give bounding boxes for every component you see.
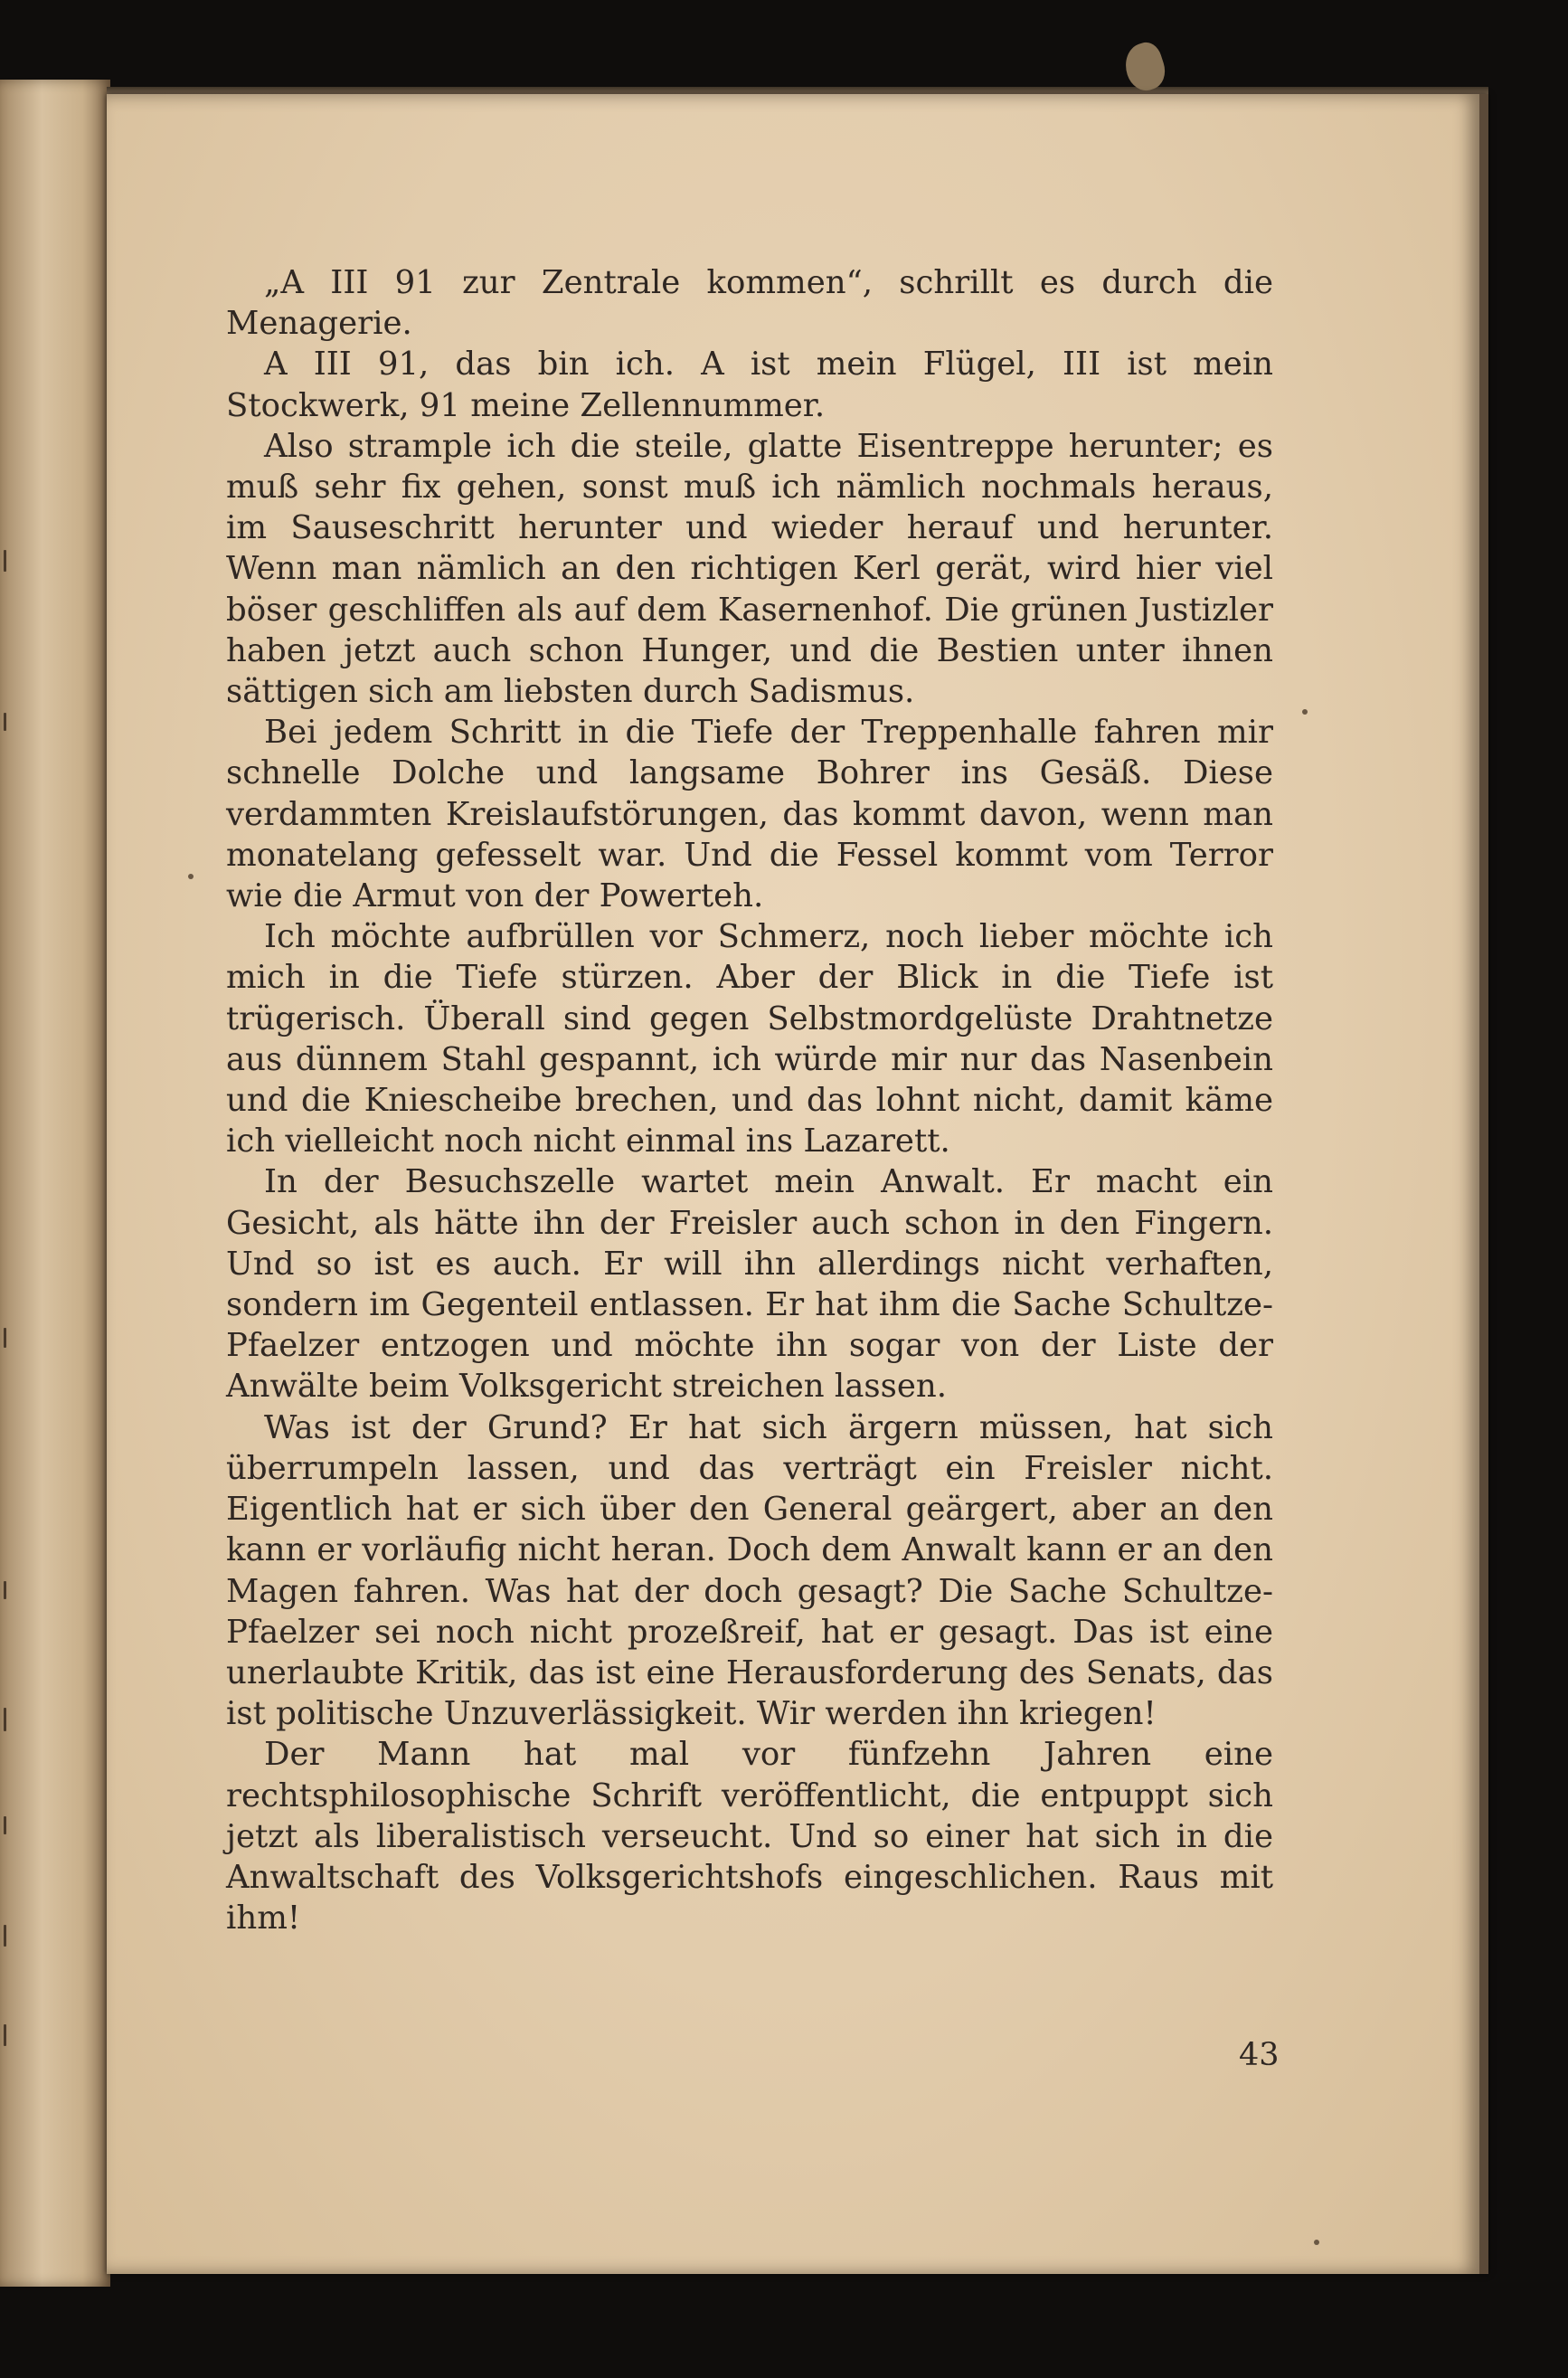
- paragraph: In der Besuchszelle wartet mein Anwalt. Er macht ein Gesicht, als hätte ihn der Freisler auch schon in den Fingern. Und so ist es auch. Er will ihn allerdings nicht verhaften, sondern im Gegenteil entlassen. Er hat ihm die Sache Schultze-Pfaelzer entzogen und möchte ihn sogar von der Liste der Anwälte beim Volksgericht streichen lassen.: [226, 1163, 1273, 1406]
- page-edge-mark: [4, 1708, 6, 1731]
- paragraph: Ich möchte aufbrüllen vor Schmerz, noch lieber möchte ich mich in die Tiefe stürzen. Aber der Blick in die Tiefe ist trügerisch. Überall sind gegen Selbstmordgelüste Drahtnetze aus dünnem Stahl gespannt, ich würde mir nur das Nasenbein und die Kniescheibe brechen, und das lohnt nicht, damit käme ich vielleicht noch nicht einmal ins Lazarett.: [226, 918, 1273, 1161]
- page-number: 43: [1239, 2037, 1280, 2073]
- page-edge-mark: [4, 550, 6, 572]
- paragraph: Also strample ich die steile, glatte Eisentreppe herunter; es muß sehr fix gehen, sonst muß ich nämlich nochmals heraus, im Sauseschritt herunter und wieder herauf und herunter. Wenn man nämlich an den richtigen Kerl gerät, wird hier viel böser geschliffen als auf dem Kasernenhof. Die grünen Justizler haben jetzt auch schon Hunger, und die Bestien unter ihnen sättigen sich am liebsten durch Sadismus.: [226, 427, 1273, 711]
- page-edge-mark: [4, 2024, 6, 2046]
- page-edge-mark: [4, 1925, 6, 1947]
- paragraph: Der Mann hat mal vor fünfzehn Jahren eine rechtsphilosophische Schrift veröffentlicht, die entpuppt sich jetzt als liberalistisch verseucht. Und so einer hat sich in die Anwaltschaft des Volksgerichtshofs eingeschlichen. Raus mit ihm!: [226, 1736, 1273, 1937]
- paper-speck: [1302, 709, 1308, 715]
- page-edge-mark: [4, 713, 6, 731]
- page-edge-mark: [4, 1328, 6, 1348]
- paper-speck: [1314, 2240, 1319, 2245]
- body-text: [226, 262, 1273, 1938]
- page-edge-mark: [4, 1816, 6, 1834]
- paragraph: A III 91, das bin ich. A ist mein Flügel, III ist mein Stockwerk, 91 meine Zellennummer.: [226, 346, 1273, 424]
- page-edge-mark: [4, 1581, 6, 1599]
- previous-page-edge: [0, 80, 110, 2287]
- paragraph: „A III 91 zur Zentrale kommen“, schrillt es durch die Menagerie.: [226, 264, 1273, 343]
- paragraph: Was ist der Grund? Er hat sich ärgern müssen, hat sich überrumpeln lassen, und das verträgt ein Freisler nicht. Eigentlich hat er sich über den General geärgert, aber an den kann er vorläufig nicht heran. Doch dem Anwalt kann er an den Magen fahren. Was hat der doch gesagt? Die Sache Schultze-Pfaelzer sei noch nicht prozeßreif, hat er gesagt. Das ist eine unerlaubte Kritik, das ist eine Herausforderung des Senats, das ist politische Unzuverlässigkeit. Wir werden ihn kriegen!: [226, 1408, 1273, 1733]
- paragraph: Bei jedem Schritt in die Tiefe der Treppenhalle fahren mir schnelle Dolche und langsame Bohrer ins Gesäß. Diese verdammten Kreislaufstörungen, das kommt davon, wenn man monatelang gefesselt war. Und die Fessel kommt vom Terror wie die Armut von der Powerteh.: [226, 714, 1273, 915]
- paper-speck: [188, 874, 194, 879]
